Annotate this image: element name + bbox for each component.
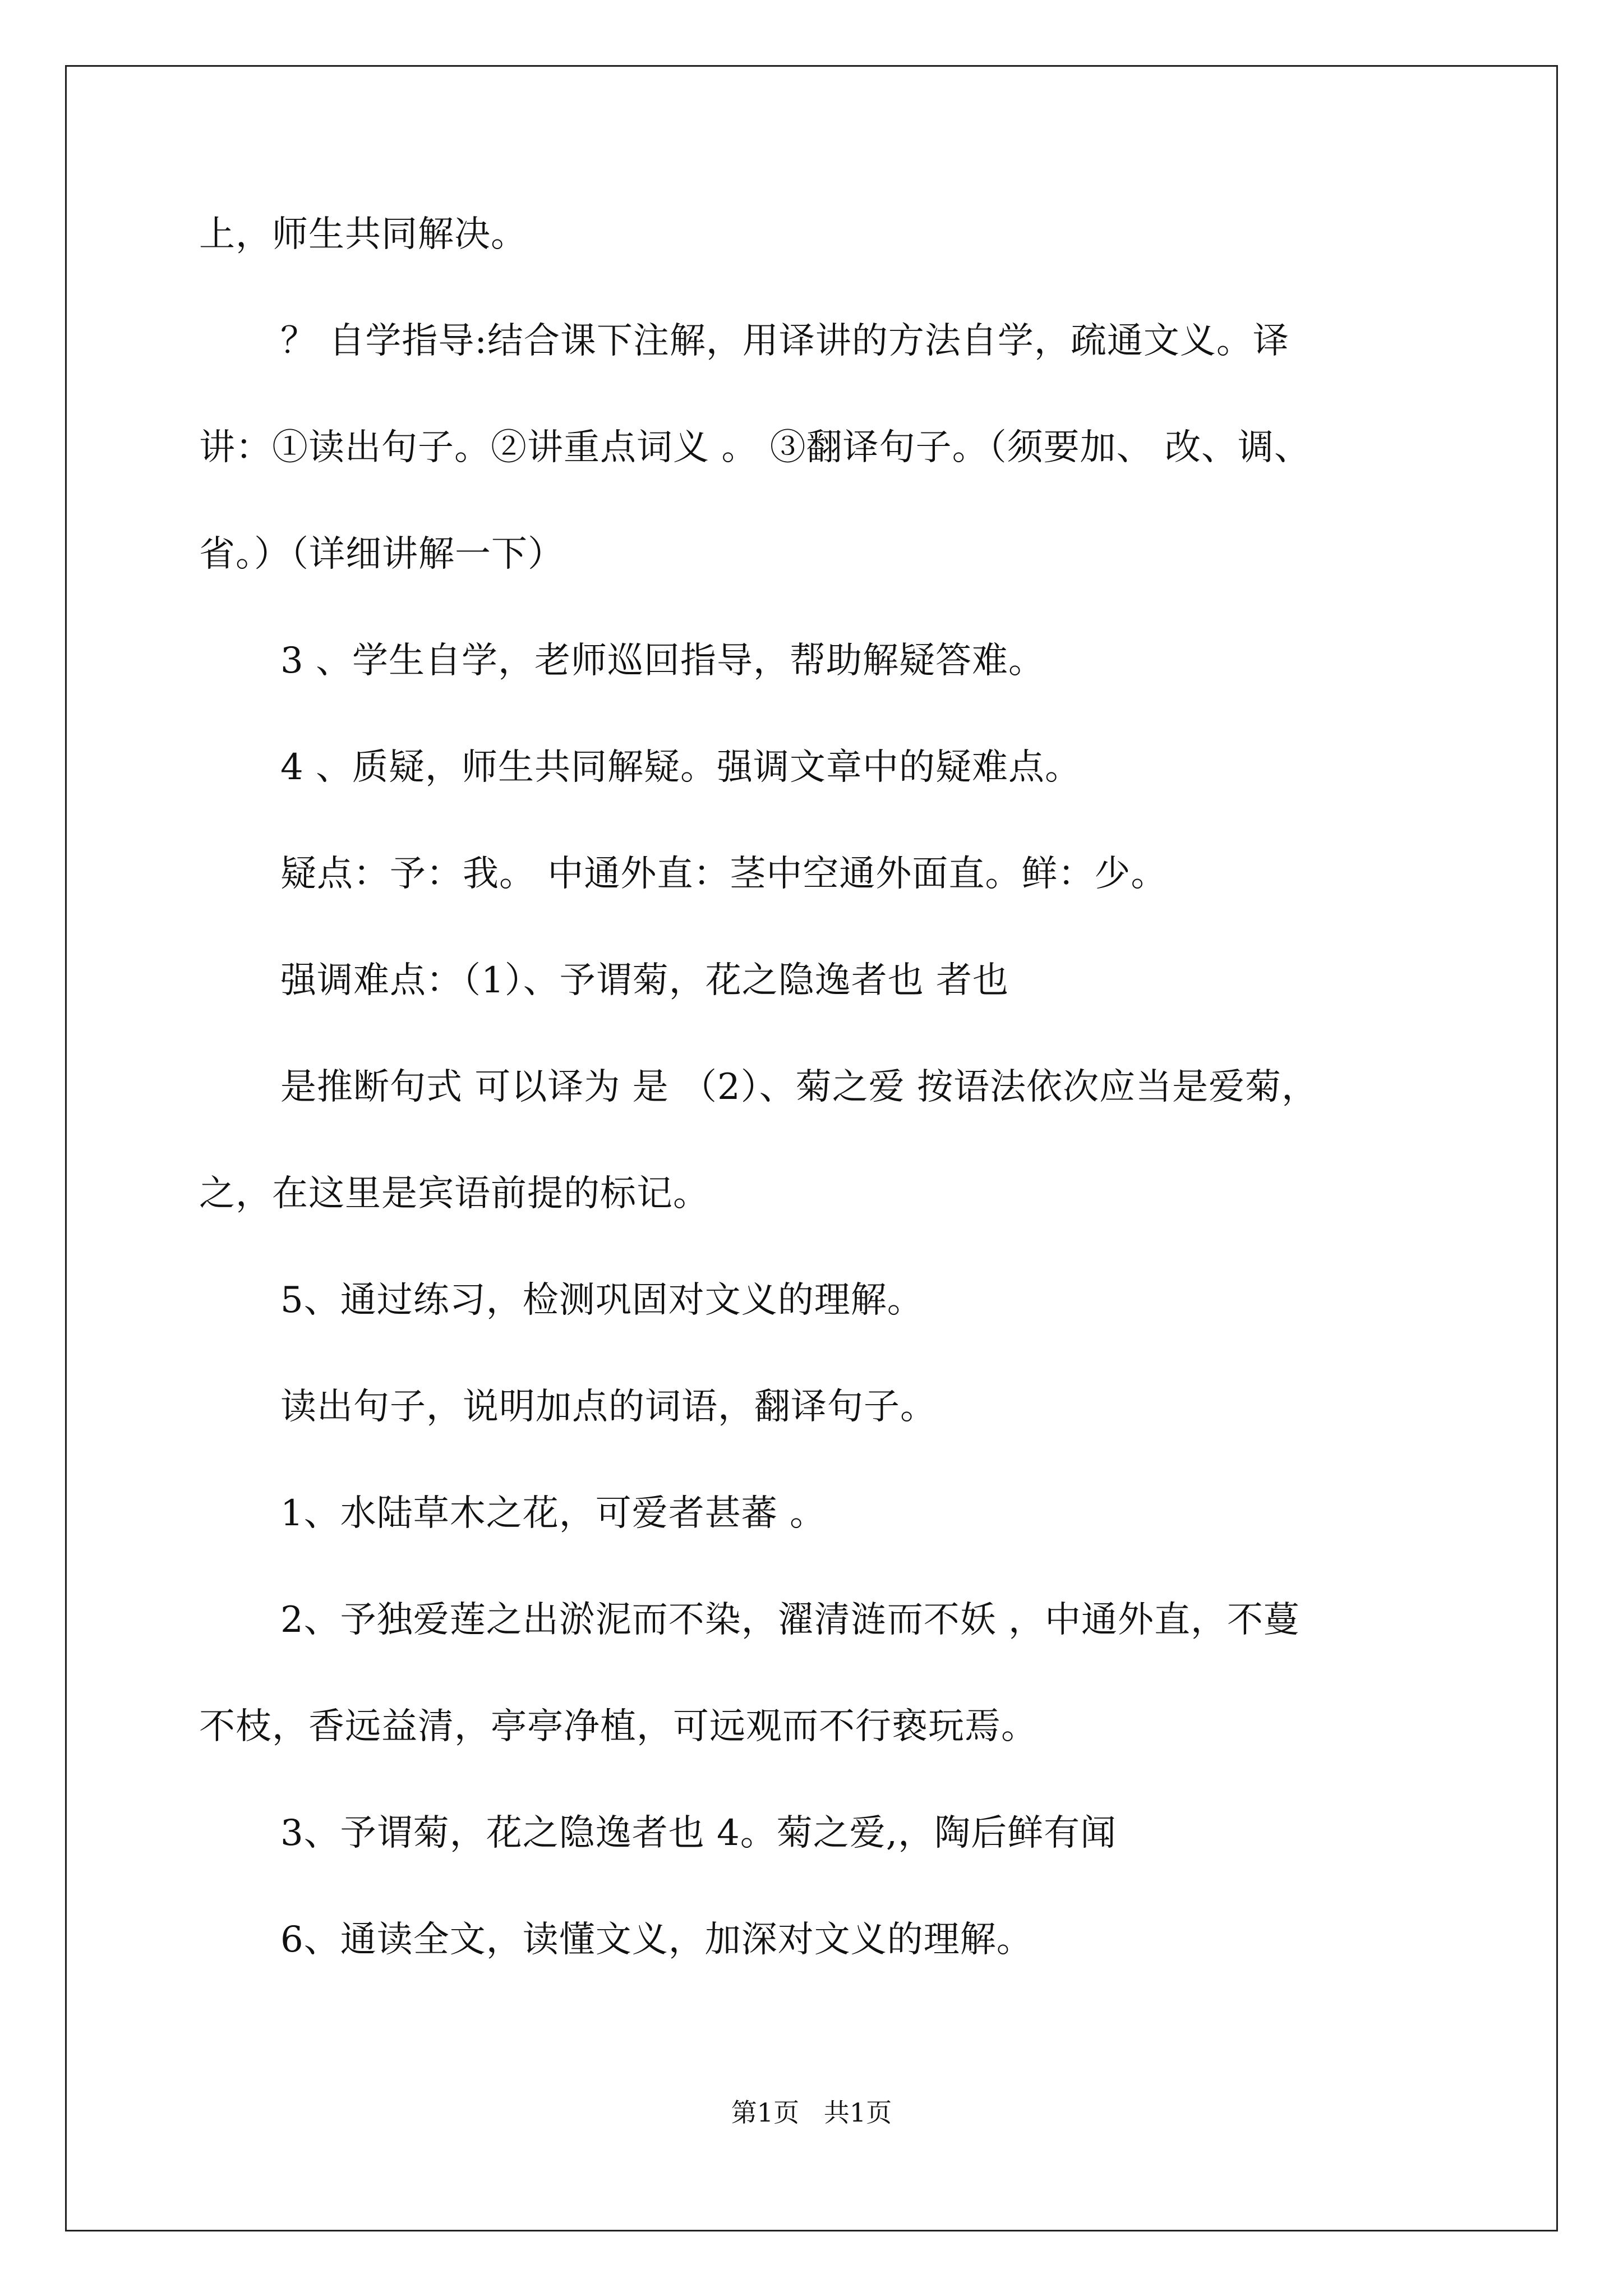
text-line: 不枝，香远益清，亭亭净植，可远观而不行亵玩焉。 — [199, 1706, 1038, 1747]
text-line: 疑点：予：我。 中通外直：茎中空通外面直。鲜：少。 — [280, 853, 1168, 895]
text-line: 5、通过练习，检测巩固对文义的理解。 — [280, 1280, 924, 1321]
text-line: 4 、质疑，师生共同解疑。强调文章中的疑难点。 — [280, 747, 1082, 788]
text-line: 省。）（详细讲解一下） — [199, 533, 564, 575]
page-number: 第1页 共1页 — [731, 2097, 892, 2128]
text-line: 上，师生共同解决。 — [199, 214, 527, 255]
text-line: ？ 自学指导:结合课下注解，用译讲的方法自学，疏通文义。译 — [280, 320, 1289, 362]
text-line: 1、水陆草木之花，可爱者甚蕃 。 — [280, 1493, 827, 1534]
text-line: 强调难点：（1）、予谓菊，花之隐逸者也 者也 — [280, 960, 1009, 1001]
text-line: 是推断句式 可以译为 是 （2）、菊之爱 按语法依次应当是爱菊， — [280, 1066, 1318, 1108]
page-frame — [65, 65, 1558, 2231]
text-line: 讲：①读出句子。②讲重点词义 。 ③翻译句子。（须要加、 改、调、 — [199, 427, 1311, 468]
text-line: 之，在这里是宾语前提的标记。 — [199, 1173, 709, 1214]
text-line: 6、通读全文，读懂文义，加深对文义的理解。 — [280, 1919, 1033, 1961]
text-line: 读出句子，说明加点的词语，翻译句子。 — [280, 1386, 937, 1428]
text-line: 2、予独爱莲之出淤泥而不染，濯清涟而不妖 ，中通外直，不蔓 — [280, 1599, 1301, 1641]
text-line: 3、予谓菊，花之隐逸者也 4。菊之爱,，陶后鲜有闻 — [280, 1812, 1117, 1854]
text-line: 3 、学生自学，老师巡回指导，帮助解疑答难。 — [280, 640, 1045, 682]
